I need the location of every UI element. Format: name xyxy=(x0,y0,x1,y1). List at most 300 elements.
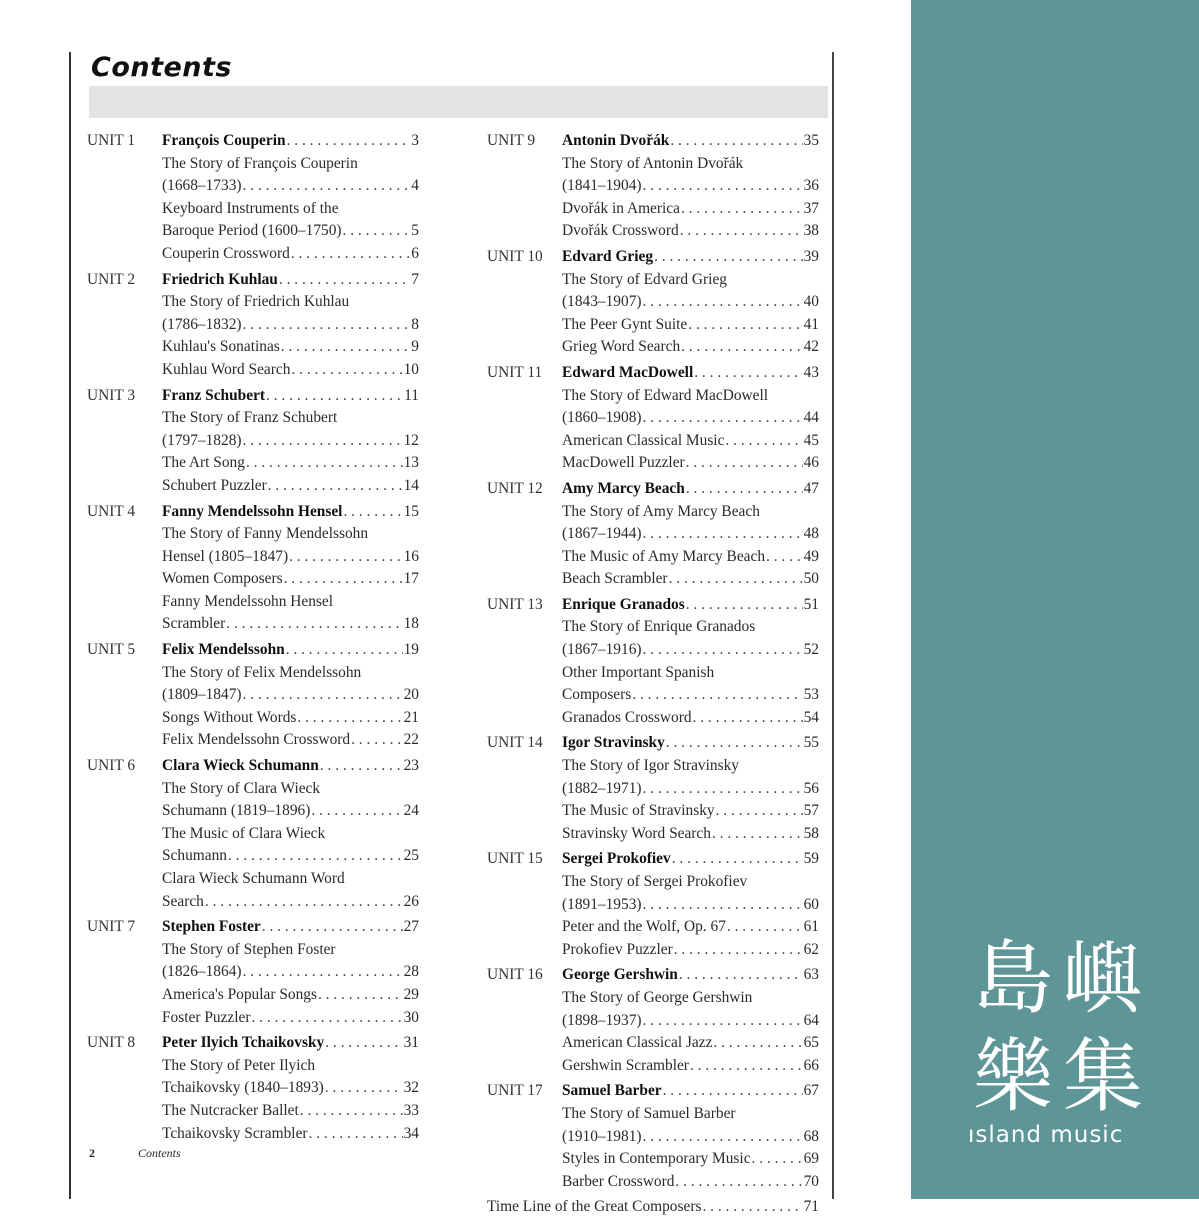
dot-leader xyxy=(291,243,410,266)
page-number: 7 xyxy=(411,270,419,288)
entry-title: The Nutcracker Ballet xyxy=(162,1101,299,1119)
toc-unit xyxy=(487,848,819,961)
toc-entry xyxy=(87,1123,419,1146)
unit-label: UNIT 6 xyxy=(87,757,136,775)
page-number: 62 xyxy=(803,940,819,958)
page-number: 53 xyxy=(803,686,819,704)
toc-unit-heading xyxy=(87,269,419,292)
dot-leader xyxy=(669,568,803,591)
unit-label: UNIT 16 xyxy=(487,966,543,984)
entry-title: (1843–1907) xyxy=(562,293,642,311)
page-number: 61 xyxy=(803,918,819,936)
toc-entry xyxy=(87,939,419,962)
composer-name: Friedrich Kuhlau xyxy=(162,270,278,288)
entry-title: Keyboard Instruments of the xyxy=(162,199,339,217)
page-number: 41 xyxy=(803,315,819,333)
entry-title: The Story of Antonin Dvořák xyxy=(562,154,744,172)
toc-unit-heading xyxy=(87,639,419,662)
page-number: 54 xyxy=(803,708,819,726)
page-title: Contents xyxy=(91,52,233,83)
toc-timeline-entry xyxy=(487,1196,819,1219)
dot-leader xyxy=(343,501,402,524)
page-left-rule xyxy=(69,52,71,1199)
toc-column-left xyxy=(87,130,419,1148)
dot-leader xyxy=(228,845,403,868)
entry-title: (1891–1953) xyxy=(562,895,642,913)
page-number: 60 xyxy=(803,895,819,913)
toc-entry xyxy=(87,407,419,430)
page-number: 6 xyxy=(411,244,419,262)
dot-leader xyxy=(674,939,803,962)
unit-label: UNIT 8 xyxy=(87,1034,136,1052)
toc-entry xyxy=(87,546,419,569)
entry-title: Schubert Puzzler xyxy=(162,476,267,494)
toc-unit-heading xyxy=(487,594,819,617)
toc-unit xyxy=(87,916,419,1029)
dot-leader xyxy=(289,546,403,569)
toc-unit-heading xyxy=(487,1080,819,1103)
dot-leader xyxy=(694,362,802,385)
toc-unit xyxy=(487,246,819,359)
page-number: 13 xyxy=(403,454,419,472)
toc-entry xyxy=(87,961,419,984)
toc-entry xyxy=(87,359,419,382)
entry-title: The Story of Edvard Grieg xyxy=(562,270,727,288)
page-number: 37 xyxy=(803,199,819,217)
entry-title: The Story of Stephen Foster xyxy=(162,940,336,958)
toc-entry xyxy=(487,175,819,198)
toc-entry xyxy=(87,891,419,914)
page-number: 22 xyxy=(403,731,419,749)
entry-title: Beach Scrambler xyxy=(562,570,668,588)
dot-leader xyxy=(632,684,802,707)
page-number: 17 xyxy=(403,570,419,588)
entry-title: The Art Song xyxy=(162,454,245,472)
unit-label: UNIT 17 xyxy=(487,1082,543,1100)
page-number: 10 xyxy=(403,360,419,378)
entry-title: The Story of Igor Stravinsky xyxy=(562,757,739,775)
page-number: 27 xyxy=(403,918,419,936)
dot-leader xyxy=(752,1148,803,1171)
dot-leader xyxy=(268,475,403,498)
unit-label: UNIT 11 xyxy=(487,363,543,381)
page-number: 71 xyxy=(803,1198,819,1216)
dot-leader xyxy=(766,546,803,569)
toc-entry xyxy=(87,314,419,337)
entry-title: The Story of Samuel Barber xyxy=(562,1104,736,1122)
toc-entry xyxy=(487,1148,819,1171)
page-number: 32 xyxy=(403,1079,419,1097)
footer-label: Contents xyxy=(138,1146,181,1160)
toc-entry xyxy=(487,523,819,546)
dot-leader xyxy=(688,314,802,337)
composer-name: Clara Wieck Schumann xyxy=(162,757,319,775)
entry-title: (1867–1944) xyxy=(562,525,642,543)
toc-entry xyxy=(87,336,419,359)
dot-leader xyxy=(205,891,403,914)
composer-name: Stephen Foster xyxy=(162,918,261,936)
toc-unit-heading xyxy=(87,501,419,524)
toc-unit xyxy=(487,964,819,1077)
toc-entry xyxy=(87,845,419,868)
toc-entry xyxy=(487,616,819,639)
unit-label: UNIT 2 xyxy=(87,270,136,288)
toc-entry xyxy=(87,1100,419,1123)
page-number: 44 xyxy=(803,409,819,427)
entry-title: American Classical Jazz xyxy=(562,1034,713,1052)
entry-title: (1797–1828) xyxy=(162,431,242,449)
entry-title: Stravinsky Word Search xyxy=(562,824,711,842)
entry-title: The Music of Clara Wieck xyxy=(162,824,326,842)
page-number: 65 xyxy=(803,1034,819,1052)
page-number: 63 xyxy=(803,966,819,984)
page-number: 34 xyxy=(403,1124,419,1142)
toc-unit xyxy=(487,130,819,243)
toc-entry xyxy=(487,800,819,823)
dot-leader xyxy=(727,916,803,939)
entry-title: The Story of Franz Schubert xyxy=(162,409,338,427)
toc-entry xyxy=(87,220,419,243)
toc-unit-heading xyxy=(487,362,819,385)
toc-entry xyxy=(487,1010,819,1033)
dot-leader xyxy=(712,823,803,846)
dot-leader xyxy=(725,430,802,453)
toc-entry xyxy=(87,475,419,498)
page-number: 56 xyxy=(803,779,819,797)
dot-leader xyxy=(681,336,802,359)
entry-title: Scrambler xyxy=(162,615,226,633)
toc-entry xyxy=(87,430,419,453)
toc-unit-heading xyxy=(87,385,419,408)
unit-label: UNIT 7 xyxy=(87,918,136,936)
dot-leader xyxy=(643,1010,803,1033)
toc-entry xyxy=(87,1055,419,1078)
unit-label: UNIT 14 xyxy=(487,734,543,752)
composer-name: Peter Ilyich Tchaikovsky xyxy=(162,1034,325,1052)
toc-entry xyxy=(87,684,419,707)
page-number: 68 xyxy=(803,1127,819,1145)
dot-leader xyxy=(675,1171,802,1194)
dot-leader xyxy=(243,684,403,707)
logo-char: 樂 xyxy=(973,1030,1053,1123)
page-right-rule xyxy=(832,52,834,1199)
toc-unit-heading xyxy=(487,130,819,153)
toc-entry xyxy=(487,407,819,430)
dot-leader xyxy=(716,800,803,823)
toc-unit-heading xyxy=(87,1032,419,1055)
toc-entry xyxy=(87,175,419,198)
page-number: 25 xyxy=(403,847,419,865)
entry-title: Tchaikovsky (1840–1893) xyxy=(162,1079,324,1097)
entry-title: (1668–1733) xyxy=(162,177,242,195)
toc-entry xyxy=(487,568,819,591)
unit-label: UNIT 3 xyxy=(87,386,136,404)
dot-leader xyxy=(686,594,803,617)
page-number: 47 xyxy=(803,479,819,497)
page-number: 69 xyxy=(803,1150,819,1168)
dot-leader xyxy=(318,984,403,1007)
dot-leader xyxy=(243,961,403,984)
logo-char: 嶼 xyxy=(1063,932,1143,1025)
page-number: 30 xyxy=(403,1008,419,1026)
toc-entry xyxy=(87,523,419,546)
page-number: 33 xyxy=(403,1101,419,1119)
dot-leader xyxy=(643,175,803,198)
entry-title: Couperin Crossword xyxy=(162,244,290,262)
entry-title: American Classical Music xyxy=(562,431,725,449)
toc-entry xyxy=(87,778,419,801)
toc-entry xyxy=(87,707,419,730)
composer-name: George Gershwin xyxy=(562,966,678,984)
entry-title: Songs Without Words xyxy=(162,708,297,726)
entry-title: Schumann xyxy=(162,847,227,865)
toc-unit-heading xyxy=(487,964,819,987)
page-number: 51 xyxy=(803,595,819,613)
entry-title: (1841–1904) xyxy=(562,177,642,195)
composer-name: Felix Mendelssohn xyxy=(162,641,285,659)
entry-title: Composers xyxy=(562,686,632,704)
dot-leader xyxy=(670,130,802,153)
dot-leader xyxy=(281,336,411,359)
page-number: 55 xyxy=(803,734,819,752)
unit-label: UNIT 5 xyxy=(87,641,136,659)
toc-entry xyxy=(487,916,819,939)
toc-unit-heading xyxy=(87,755,419,778)
page-number: 24 xyxy=(403,802,419,820)
page-number: 4 xyxy=(411,177,419,195)
dot-leader xyxy=(643,778,803,801)
toc-column-right xyxy=(487,130,819,1219)
toc-unit xyxy=(487,594,819,730)
page-number: 8 xyxy=(411,315,419,333)
entry-title: The Music of Amy Marcy Beach xyxy=(562,547,766,565)
composer-name: Antonin Dvořák xyxy=(562,132,670,149)
page-number: 3 xyxy=(411,132,419,149)
page-number: 70 xyxy=(803,1172,819,1190)
dot-leader xyxy=(702,1196,802,1219)
entry-title: Time Line of the Great Composers xyxy=(487,1198,702,1216)
entry-title: America's Popular Songs xyxy=(162,985,317,1003)
toc-entry xyxy=(87,613,419,636)
entry-title: Gershwin Scrambler xyxy=(562,1056,689,1074)
entry-title: The Story of George Gershwin xyxy=(562,988,753,1006)
toc-entry xyxy=(487,871,819,894)
page-number: 66 xyxy=(803,1056,819,1074)
page-number: 42 xyxy=(803,338,819,356)
unit-label: UNIT 4 xyxy=(87,502,136,520)
composer-name: Edvard Grieg xyxy=(562,247,654,265)
toc-entry xyxy=(87,868,419,891)
entry-title: The Story of Edward MacDowell xyxy=(562,386,769,404)
toc-entry xyxy=(87,1077,419,1100)
page-number: 45 xyxy=(803,431,819,449)
page-number: 46 xyxy=(803,454,819,472)
toc-unit xyxy=(87,755,419,913)
entry-title: (1910–1981) xyxy=(562,1127,642,1145)
entry-title: The Story of Clara Wieck xyxy=(162,779,321,797)
dot-leader xyxy=(643,894,803,917)
toc-unit xyxy=(487,732,819,845)
dot-leader xyxy=(243,314,411,337)
entry-title: (1786–1832) xyxy=(162,315,242,333)
dot-leader xyxy=(713,1032,802,1055)
page-number: 31 xyxy=(403,1034,419,1052)
page-number: 36 xyxy=(803,177,819,195)
toc-entry xyxy=(487,291,819,314)
entry-title: (1809–1847) xyxy=(162,686,242,704)
dot-leader xyxy=(690,1055,803,1078)
footer-page-number: 2 xyxy=(89,1146,95,1160)
dot-leader xyxy=(663,1080,803,1103)
page-number: 29 xyxy=(403,985,419,1003)
toc-entry xyxy=(487,1171,819,1194)
entry-title: Foster Puzzler xyxy=(162,1008,251,1026)
toc-entry xyxy=(487,314,819,337)
dot-leader xyxy=(243,175,411,198)
toc-unit xyxy=(87,1032,419,1145)
page-number: 43 xyxy=(803,363,819,381)
entry-title: (1867–1916) xyxy=(562,641,642,659)
dot-leader xyxy=(226,613,402,636)
entry-title: The Story of Fanny Mendelssohn xyxy=(162,525,369,543)
toc-entry xyxy=(87,984,419,1007)
dot-leader xyxy=(246,452,403,475)
toc-entry xyxy=(87,153,419,176)
composer-name: Amy Marcy Beach xyxy=(562,479,685,497)
page-number: 67 xyxy=(803,1082,819,1100)
dot-leader xyxy=(311,800,402,823)
toc-entry xyxy=(87,1007,419,1030)
entry-title: The Story of Amy Marcy Beach xyxy=(562,502,760,520)
page-number: 48 xyxy=(803,525,819,543)
logo-wordmark: ısland music xyxy=(968,1122,1124,1148)
toc-entry xyxy=(487,430,819,453)
dot-leader xyxy=(320,755,403,778)
entry-title: The Story of Felix Mendelssohn xyxy=(162,663,362,681)
entry-title: MacDowell Puzzler xyxy=(562,454,685,472)
page-number: 14 xyxy=(403,476,419,494)
dot-leader xyxy=(643,1126,803,1149)
dot-leader xyxy=(343,220,411,243)
toc-entry xyxy=(87,591,419,614)
toc-entry xyxy=(487,220,819,243)
entry-title: Dvořák Crossword xyxy=(562,222,679,240)
toc-entry xyxy=(87,243,419,266)
toc-entry xyxy=(487,987,819,1010)
entry-title: Schumann (1819–1896) xyxy=(162,802,311,820)
toc-unit xyxy=(87,501,419,637)
dot-leader xyxy=(284,568,403,591)
page-number: 49 xyxy=(803,547,819,565)
dot-leader xyxy=(266,385,403,408)
entry-title: The Story of François Couperin xyxy=(162,154,358,172)
toc-entry xyxy=(487,1032,819,1055)
page-number: 64 xyxy=(803,1011,819,1029)
page-number: 19 xyxy=(403,641,419,659)
entry-title: The Story of Sergei Prokofiev xyxy=(562,873,748,890)
entry-title: Clara Wieck Schumann Word xyxy=(162,870,345,887)
dot-leader xyxy=(643,291,803,314)
unit-label: UNIT 12 xyxy=(487,479,543,497)
toc-entry xyxy=(487,684,819,707)
logo-char: 島 xyxy=(973,932,1053,1025)
toc-unit-heading xyxy=(487,478,819,501)
toc-entry xyxy=(87,662,419,685)
dot-leader xyxy=(679,964,803,987)
page-number: 58 xyxy=(803,824,819,842)
entry-title: The Music of Stravinsky xyxy=(562,802,715,820)
toc-unit-heading xyxy=(487,246,819,269)
dot-leader xyxy=(643,523,803,546)
page-number: 57 xyxy=(803,802,819,820)
toc-unit-heading xyxy=(87,916,419,939)
toc-unit xyxy=(487,362,819,475)
entry-title: Other Important Spanish xyxy=(562,663,715,681)
unit-label: UNIT 10 xyxy=(487,247,543,265)
dot-leader xyxy=(351,729,403,752)
dot-leader xyxy=(325,1032,402,1055)
toc-entry xyxy=(487,662,819,685)
unit-label: UNIT 15 xyxy=(487,850,543,868)
page-number: 12 xyxy=(403,431,419,449)
unit-label: UNIT 13 xyxy=(487,595,543,613)
toc-unit xyxy=(487,1080,819,1193)
entry-title: Kuhlau's Sonatinas xyxy=(162,338,280,356)
entry-title: (1882–1971) xyxy=(562,779,642,797)
page-number: 28 xyxy=(403,963,419,981)
page-number: 23 xyxy=(403,757,419,775)
toc-entry xyxy=(487,707,819,730)
toc-entry xyxy=(487,153,819,176)
island-music-logo xyxy=(968,930,1148,1148)
toc-entry xyxy=(487,269,819,292)
page-number: 26 xyxy=(403,892,419,910)
page-number: 59 xyxy=(803,850,819,868)
page-number: 18 xyxy=(403,615,419,633)
toc-entry xyxy=(87,291,419,314)
toc-entry xyxy=(487,452,819,475)
entry-title: Peter and the Wolf, Op. 67 xyxy=(562,918,726,936)
toc-unit xyxy=(87,385,419,498)
page-number: 38 xyxy=(803,222,819,240)
toc-entry xyxy=(487,823,819,846)
composer-name: Franz Schubert xyxy=(162,386,266,404)
toc-entry xyxy=(487,198,819,221)
toc-entry xyxy=(487,1126,819,1149)
page-footer xyxy=(89,1146,181,1161)
composer-name: Enrique Granados xyxy=(562,595,685,613)
toc-entry xyxy=(87,823,419,846)
toc-entry xyxy=(487,336,819,359)
toc-entry xyxy=(487,385,819,408)
page-number: 39 xyxy=(803,247,819,265)
entry-title: (1898–1937) xyxy=(562,1011,642,1029)
page-number: 9 xyxy=(411,338,419,356)
entry-title: Search xyxy=(162,892,204,910)
entry-title: (1860–1908) xyxy=(562,409,642,427)
dot-leader xyxy=(300,1100,403,1123)
entry-title: Barber Crossword xyxy=(562,1172,675,1190)
toc-entry xyxy=(87,800,419,823)
dot-leader xyxy=(309,1123,403,1146)
toc-unit xyxy=(487,478,819,591)
dot-leader xyxy=(243,430,403,453)
toc-entry xyxy=(487,755,819,778)
dot-leader xyxy=(287,130,411,153)
entry-title: Women Composers xyxy=(162,570,283,588)
dot-leader xyxy=(279,269,410,292)
toc-unit-heading xyxy=(487,732,819,755)
